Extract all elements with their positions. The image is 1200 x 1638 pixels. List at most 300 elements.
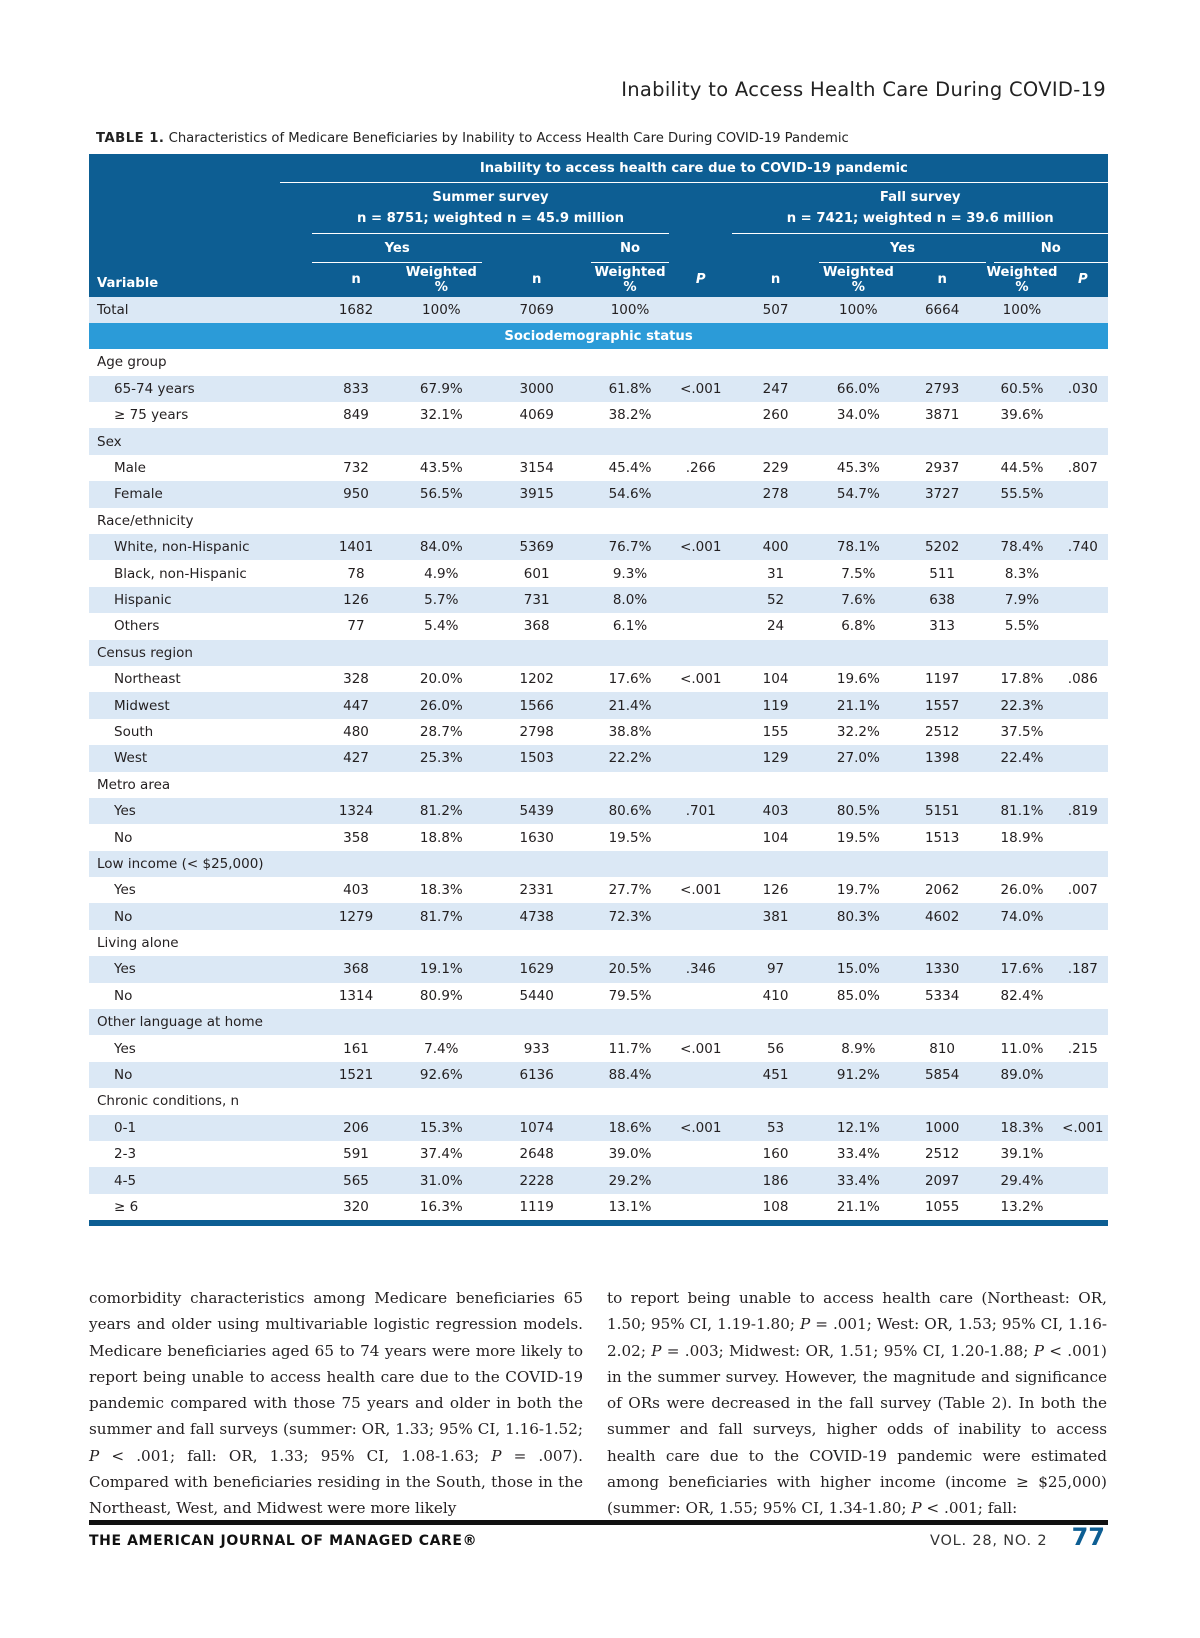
fall-yes-header: Yes (819, 234, 987, 263)
journal-name: THE AMERICAN JOURNAL OF MANAGED CARE® (89, 1533, 478, 1549)
summer-no-n: 1503 (482, 745, 590, 771)
summer-no-n: 6136 (482, 1062, 590, 1088)
summer-yes-n: 849 (343, 407, 369, 424)
summer-no-n: 2228 (482, 1167, 590, 1193)
section-row (89, 323, 1108, 349)
fall-yes-n: 186 (732, 1167, 818, 1193)
spacer-cell (280, 877, 312, 903)
summer-yes-n: 1314 (338, 987, 374, 1004)
table-row (89, 719, 1108, 745)
summer-p (669, 745, 732, 771)
summer-p (669, 297, 732, 323)
fall-no-n: 2512 (924, 1146, 960, 1163)
fall-yes-n: 451 (732, 1062, 818, 1088)
table-row (89, 560, 1108, 586)
group-label: Chronic conditions, n (97, 1093, 240, 1110)
summer-no-n: 1566 (482, 692, 590, 718)
spacer-cell (280, 824, 312, 850)
summer-yes-pct: 43.5% (419, 460, 463, 477)
fall-yes-pct: 21.1% (819, 1194, 898, 1223)
fall-yes-n: 31 (766, 565, 785, 582)
variable-cell: Yes (89, 956, 280, 982)
fall-no-n: 2937 (924, 460, 960, 477)
summer-yes-pct: 81.2% (400, 798, 482, 824)
summer-no-n: 3000 (482, 376, 590, 402)
summer-yes-n: 591 (343, 1146, 369, 1163)
summer-p (669, 402, 732, 428)
table-row (89, 1141, 1108, 1167)
variable-cell: ≥ 6 (89, 1194, 280, 1223)
group-row (89, 508, 1108, 534)
table-row (89, 1115, 1108, 1141)
summer-no-n: 4738 (482, 903, 590, 929)
fall-yes-n: 403 (732, 798, 818, 824)
fall-p: .819 (1058, 798, 1108, 824)
fall-yes-n: 247 (732, 376, 818, 402)
summer-no-pct: 100% (591, 297, 669, 323)
summer-no-pct: 72.3% (591, 903, 669, 929)
spacer-cell (280, 1035, 312, 1061)
summer-p (669, 983, 732, 1009)
table-row (89, 824, 1108, 850)
spacer-cell (280, 297, 312, 323)
fall-yes-n: 97 (732, 956, 818, 982)
fall-no-pct: 100% (986, 297, 1057, 323)
variable-cell: Yes (114, 882, 136, 899)
fall-p (1058, 719, 1108, 745)
col-weighted: Weighted % (986, 263, 1057, 297)
table-row (89, 402, 1108, 428)
fall-title: Fall survey (879, 190, 961, 205)
summer-no-pct: 21.4% (591, 692, 669, 718)
fall-yes-pct: 85.0% (836, 987, 880, 1004)
summer-yes-pct: 81.7% (400, 903, 482, 929)
variable-cell: Yes (89, 798, 280, 824)
variable-cell: South (114, 723, 154, 740)
summer-no-n: 1119 (482, 1194, 590, 1223)
fall-p: .807 (1067, 460, 1098, 477)
summer-yes-n: 732 (343, 460, 369, 477)
spacer-cell (280, 455, 312, 481)
fall-yes-n: 108 (732, 1194, 818, 1223)
summer-n: n = 8751; weighted n = 45.9 million (357, 211, 624, 226)
spacer-cell (280, 666, 312, 692)
fall-yes-n: 53 (732, 1115, 818, 1141)
fall-no-pct: 5.5% (1004, 618, 1040, 635)
summer-yes-n: 447 (312, 692, 400, 718)
spacer-cell (280, 1167, 312, 1193)
fall-no-pct: 89.0% (986, 1062, 1057, 1088)
summer-no-n: 5369 (482, 534, 590, 560)
fall-yes-pct: 33.4% (819, 1167, 898, 1193)
table-row (89, 877, 1108, 903)
fall-p (1058, 692, 1108, 718)
summer-yes-pct: 37.4% (419, 1146, 463, 1163)
spacer-cell (280, 798, 312, 824)
summer-no-n: 933 (523, 1040, 550, 1057)
fall-no-n: 638 (898, 587, 986, 613)
table-row (89, 297, 1108, 323)
variable-cell: West (89, 745, 280, 771)
summer-yes-pct: 56.5% (400, 481, 482, 507)
summer-yes-n: 403 (343, 882, 369, 899)
summer-no-pct: 11.7% (608, 1040, 652, 1057)
header-fall (732, 183, 1108, 234)
spacer-cell (280, 1062, 312, 1088)
summer-yes-pct: 92.6% (400, 1062, 482, 1088)
group-row (89, 1009, 1108, 1035)
summer-no-pct: 18.6% (591, 1115, 669, 1141)
fall-no-pct: 22.3% (986, 692, 1057, 718)
fall-p: <.001 (1058, 1115, 1108, 1141)
summer-yes-pct: 31.0% (400, 1167, 482, 1193)
fall-p: .740 (1058, 534, 1108, 560)
variable-cell: Hispanic (89, 587, 280, 613)
table-caption-text: Characteristics of Medicare Beneficiaries by Inability to Access Health Care During COVID-19 Pandemic (164, 131, 849, 146)
fall-p (1058, 402, 1108, 428)
fall-p (1058, 824, 1108, 850)
fall-no-n: 2097 (898, 1167, 986, 1193)
summer-yes-pct: 80.9% (419, 987, 463, 1004)
fall-yes-n: 155 (762, 723, 789, 740)
summer-no-pct: 61.8% (591, 376, 669, 402)
fall-yes-n: 229 (762, 460, 789, 477)
summer-title: Summer survey (432, 190, 549, 205)
summer-no-n: 3154 (519, 460, 554, 477)
variable-cell: 4-5 (89, 1167, 280, 1193)
group-label: Other language at home (89, 1009, 1108, 1035)
spacer-cell (280, 376, 312, 402)
fall-no-n: 1398 (898, 745, 986, 771)
summer-no-n: 3915 (482, 481, 590, 507)
table-row (89, 1167, 1108, 1193)
variable-cell: Black, non-Hispanic (114, 565, 247, 582)
group-row (89, 428, 1108, 454)
summer-yes-pct: 25.3% (400, 745, 482, 771)
fall-no-pct: 81.1% (986, 798, 1057, 824)
page-number: 77 (1071, 1523, 1105, 1551)
group-label: Metro area (97, 776, 171, 793)
fall-yes-pct: 78.1% (819, 534, 898, 560)
summer-yes-n: 161 (343, 1040, 369, 1057)
fall-no-n: 5334 (924, 987, 960, 1004)
summer-yes-n: 358 (343, 829, 369, 846)
spacer-cell (280, 983, 312, 1009)
fall-p (1058, 1167, 1108, 1193)
fall-yes-pct: 21.1% (819, 692, 898, 718)
spacer-cell (280, 402, 312, 428)
summer-yes-n: 77 (347, 618, 365, 635)
variable-cell: White, non-Hispanic (89, 534, 280, 560)
summer-p (669, 719, 732, 745)
summer-yes-n: 368 (312, 956, 400, 982)
fall-no-n: 511 (929, 565, 956, 582)
fall-no-pct: 60.5% (986, 376, 1057, 402)
summer-p: <.001 (669, 1115, 732, 1141)
fall-yes-pct: 12.1% (819, 1115, 898, 1141)
fall-no-pct: 29.4% (986, 1167, 1057, 1193)
fall-no-header: No (994, 234, 1108, 263)
summer-no-pct: 38.2% (608, 407, 652, 424)
summer-no-pct: 88.4% (591, 1062, 669, 1088)
fall-yes-pct: 54.7% (819, 481, 898, 507)
fall-yes-pct: 33.4% (836, 1146, 880, 1163)
fall-no-pct: 11.0% (1000, 1040, 1044, 1057)
summer-yes-pct: 5.7% (400, 587, 482, 613)
summer-yes-pct: 32.1% (419, 407, 463, 424)
summer-no-n: 1630 (519, 829, 554, 846)
footer-rule (89, 1520, 1108, 1525)
fall-yes-pct: 19.5% (836, 829, 880, 846)
spacer-cell (280, 1141, 312, 1167)
spacer-cell (280, 560, 312, 586)
summer-no-pct: 9.3% (612, 565, 648, 582)
summer-no-pct: 38.8% (608, 723, 652, 740)
volume-issue: VOL. 28, NO. 2 (930, 1533, 1048, 1549)
fall-yes-pct: 91.2% (819, 1062, 898, 1088)
col-weighted: Weighted % (400, 263, 482, 297)
variable-header: Variable (89, 263, 280, 297)
fall-p (1058, 745, 1108, 771)
col-n: n (732, 263, 818, 297)
group-label: Sex (89, 428, 1108, 454)
fall-yes-n: 56 (766, 1040, 785, 1057)
variable-cell: 65-74 years (89, 376, 280, 402)
group-row (89, 640, 1108, 666)
fall-yes-pct: 80.3% (819, 903, 898, 929)
table-row (89, 956, 1108, 982)
summer-p: .346 (669, 956, 732, 982)
fall-no-pct: 18.9% (1000, 829, 1044, 846)
spacer-cell (280, 692, 312, 718)
fall-p (1058, 613, 1108, 639)
fall-no-pct: 18.3% (986, 1115, 1057, 1141)
fall-no-pct: 26.0% (1000, 882, 1044, 899)
summer-yes-pct: 67.9% (400, 376, 482, 402)
summer-yes-n: 1279 (312, 903, 400, 929)
variable-cell: No (89, 903, 280, 929)
fall-p (1058, 903, 1108, 929)
summer-yes-pct: 19.1% (400, 956, 482, 982)
table-row (89, 587, 1108, 613)
group-label: Low income (< $25,000) (89, 851, 1108, 877)
fall-yes-n: 129 (732, 745, 818, 771)
summer-p (669, 1194, 732, 1223)
group-label: Race/ethnicity (97, 512, 194, 529)
spacer-cell (280, 745, 312, 771)
summer-yes-n: 833 (312, 376, 400, 402)
table-row (89, 798, 1108, 824)
summer-yes-n: 1401 (312, 534, 400, 560)
fall-p (1058, 983, 1108, 1009)
header-top: Inability to access health care due to COVID-19 pandemic (280, 154, 1108, 183)
spacer-cell (280, 956, 312, 982)
summer-no-pct: 22.2% (591, 745, 669, 771)
col-n: n (898, 263, 986, 297)
summer-no-pct: 76.7% (591, 534, 669, 560)
fall-no-pct: 39.6% (1000, 407, 1044, 424)
fall-no-pct: 17.6% (986, 956, 1057, 982)
group-row (89, 930, 1108, 956)
running-head: Inability to Access Health Care During COVID-19 (621, 78, 1106, 101)
group-row (89, 772, 1108, 798)
fall-yes-pct: 34.0% (836, 407, 880, 424)
fall-no-n: 2793 (898, 376, 986, 402)
summer-yes-n: 78 (347, 565, 365, 582)
summer-no-n: 2648 (519, 1146, 554, 1163)
summer-no-n: 1629 (482, 956, 590, 982)
summer-yes-pct: 26.0% (400, 692, 482, 718)
summer-p: .266 (685, 460, 716, 477)
spacer-cell (280, 719, 312, 745)
summer-no-n: 368 (523, 618, 550, 635)
fall-p (1058, 297, 1108, 323)
summer-yes-n: 1521 (312, 1062, 400, 1088)
fall-no-n: 313 (929, 618, 956, 635)
summer-yes-n: 1682 (312, 297, 400, 323)
fall-p: .030 (1058, 376, 1108, 402)
summer-no-n: 2798 (519, 723, 554, 740)
summer-no-pct: 45.4% (608, 460, 652, 477)
col-weighted: Weighted % (591, 263, 669, 297)
variable-cell: No (114, 829, 133, 846)
summer-no-n: 731 (482, 587, 590, 613)
col-p: P (669, 263, 732, 297)
fall-no-n: 3871 (924, 407, 960, 424)
summer-no-pct: 80.6% (591, 798, 669, 824)
table-row (89, 1035, 1108, 1061)
group-label: Census region (89, 640, 1108, 666)
group-row (89, 1088, 1108, 1114)
col-weighted: Weighted % (819, 263, 898, 297)
summer-yes-pct: 18.3% (419, 882, 463, 899)
spacer-cell (280, 1194, 312, 1223)
fall-no-pct: 39.1% (1000, 1146, 1044, 1163)
summer-p: <.001 (669, 534, 732, 560)
summer-p: <.001 (680, 1040, 722, 1057)
summer-p (669, 824, 732, 850)
summer-yes-n: 565 (312, 1167, 400, 1193)
variable-cell: Male (114, 460, 146, 477)
fall-yes-n: 410 (762, 987, 789, 1004)
summer-yes-pct: 16.3% (400, 1194, 482, 1223)
fall-no-n: 1513 (924, 829, 960, 846)
variable-cell: Yes (114, 1040, 136, 1057)
fall-p (1058, 1141, 1108, 1167)
col-n: n (312, 263, 400, 297)
fall-p: .215 (1067, 1040, 1098, 1057)
fall-p (1058, 481, 1108, 507)
group-label: Living alone (97, 935, 179, 952)
fall-p (1058, 560, 1108, 586)
body-paragraph-right: to report being unable to access health care (Northeast: OR, 1.50; 95% CI, 1.19-1.80; P = .001; West: OR, 1.53; 95% CI, 1.16-2.02; P = .003; Midwest: OR, 1.51; 95% CI, 1.20-1.88; P < .001) in the summer survey. However, the magnitude and significance of ORs were decreased in the fall survey (Table 2). In both the summer and fall surveys, higher odds of inability to access health care due to the COVID-19 pandemic were estimated among beneficiaries with higher income (income ≥ $25,000) (summer: OR, 1.55; 95% CI, 1.34-1.80; P < .001; fall: (607, 1289, 1108, 1518)
fall-no-pct: 7.9% (986, 587, 1057, 613)
fall-yes-n: 400 (732, 534, 818, 560)
variable-cell: 2-3 (114, 1146, 137, 1163)
summer-no-pct: 17.6% (608, 671, 652, 688)
summer-no-n: 601 (523, 565, 550, 582)
variable-cell: 0-1 (89, 1115, 280, 1141)
fall-yes-pct: 27.0% (819, 745, 898, 771)
spacer-cell (280, 903, 312, 929)
spacer-cell (280, 613, 312, 639)
spacer-cell (280, 1115, 312, 1141)
summer-p (669, 1062, 732, 1088)
variable-cell: Northeast (114, 671, 181, 688)
table-caption (96, 131, 849, 146)
variable-cell: ≥ 75 years (114, 407, 189, 424)
summer-no-n: 7069 (482, 297, 590, 323)
fall-p: .086 (1067, 671, 1098, 688)
fall-yes-n: 278 (732, 481, 818, 507)
group-row (89, 349, 1108, 375)
summer-no-pct: 13.1% (591, 1194, 669, 1223)
summer-p (669, 560, 732, 586)
fall-yes-n: 381 (732, 903, 818, 929)
summer-p (669, 587, 732, 613)
summer-yes-pct: 5.4% (424, 618, 459, 635)
fall-yes-pct: 66.0% (819, 376, 898, 402)
fall-no-n: 2512 (924, 723, 960, 740)
summer-yes-pct: 4.9% (424, 565, 459, 582)
summer-yes-pct: 15.3% (400, 1115, 482, 1141)
fall-yes-pct: 7.6% (819, 587, 898, 613)
fall-no-n: 2062 (924, 882, 960, 899)
fall-yes-pct: 19.6% (836, 671, 880, 688)
fall-no-pct: 22.4% (986, 745, 1057, 771)
fall-yes-pct: 80.5% (819, 798, 898, 824)
fall-yes-n: 260 (762, 407, 789, 424)
summer-p (669, 613, 732, 639)
summer-p (669, 1167, 732, 1193)
fall-no-n: 4602 (898, 903, 986, 929)
fall-no-n: 1330 (898, 956, 986, 982)
variable-cell: No (89, 1062, 280, 1088)
summer-yes-n: 328 (343, 671, 369, 688)
fall-no-n: 5202 (898, 534, 986, 560)
variable-cell: Midwest (89, 692, 280, 718)
summer-no-n: 4069 (519, 407, 554, 424)
fall-no-pct: 82.4% (1000, 987, 1044, 1004)
fall-no-n: 1055 (898, 1194, 986, 1223)
summer-yes-n: 206 (312, 1115, 400, 1141)
fall-no-n: 1557 (898, 692, 986, 718)
fall-no-n: 5854 (898, 1062, 986, 1088)
table-row (89, 692, 1108, 718)
summer-yes-pct: 84.0% (400, 534, 482, 560)
summer-yes-pct: 7.4% (424, 1040, 459, 1057)
fall-no-pct: 37.5% (1000, 723, 1044, 740)
summer-yes-n: 320 (312, 1194, 400, 1223)
summer-yes-n: 950 (312, 481, 400, 507)
summer-p: <.001 (680, 671, 722, 688)
summer-p: <.001 (680, 882, 722, 899)
summer-p: <.001 (669, 376, 732, 402)
fall-p: .007 (1067, 882, 1098, 899)
fall-yes-n: 126 (762, 882, 789, 899)
table-row (89, 745, 1108, 771)
table-row (89, 1194, 1108, 1223)
summer-no-pct: 8.0% (591, 587, 669, 613)
summer-yes-header: Yes (312, 234, 483, 263)
variable-cell: Others (114, 618, 160, 635)
summer-no-pct: 27.7% (608, 882, 652, 899)
body-text-right (607, 1285, 1107, 1522)
summer-yes-pct: 20.0% (419, 671, 463, 688)
summer-yes-n: 480 (343, 723, 369, 740)
summer-yes-n: 126 (312, 587, 400, 613)
summer-yes-n: 427 (312, 745, 400, 771)
